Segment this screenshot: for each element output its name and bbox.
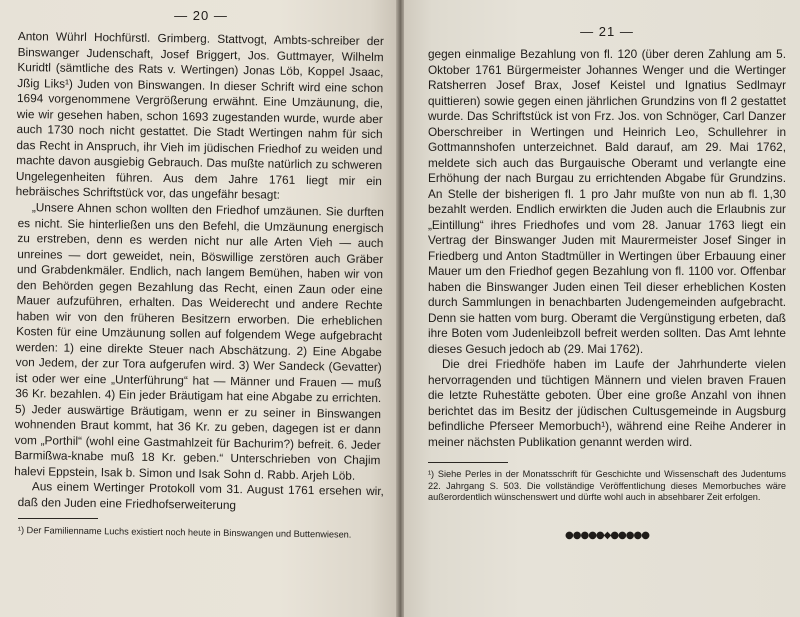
left-footnote: ¹) Der Familienname Luchs existiert noch heute in Binswangen und Buttenwiesen. — [17, 524, 352, 540]
right-page — [404, 0, 800, 617]
right-footnote: ¹) Siehe Perles in der Monatsschrift für Geschichte und Wissenschaft des Judentums 22. Jahrgang S. 503. Die vollständige Veröffentlichung dieses Memorbuches wäre außerordentlich wünschenswert und dürfte wohl auch in absehbarer Zeit erfolgen. — [428, 469, 786, 502]
page-number-left: — 20 — — [174, 8, 228, 23]
footnote-rule-right — [428, 462, 508, 463]
footnote-rule-left — [18, 518, 98, 519]
left-paragraph-1: Anton Wührl Hochfürstl. Grimberg. Stattvogt, Ambts-schreiber der Binswanger Judenschaft, Josef Briggert, Jos. Guttmayer, Wilhelm Kuridtl (sämtliche des Rats v. Wertingen) Jonas Löb, Koppel Jsaac, Jßig Liks¹) Juden von Binswangen. In dieser Schrift wird eine schon 1694 vorgenommene Vergrößerung erwähnt. Eine Umzäunung, die, wie wir gesehen haben, schon 1693 zugestanden wurde, wurde aber auch 1730 noch nicht gestattet. Die Stadt Wertingen nahm für sich das Recht in Anspruch, ihr Vieh im jüdischen Friedhof zu weiden und machte davon ausgiebig Gebrauch. Das mußte natürlich zu schweren Ungelegenheiten führen. Aus dem Jahre 1761 liegt mir ein hebräisches Schriftstück vor, das ungefähr besagt: — [15, 29, 384, 202]
right-paragraph-1: gegen einmalige Bezahlung von fl. 120 (über deren Zahlung am 5. Oktober 1761 Bürgermeister Johannes Wenger und die Wertinger Ratsherren Josef Brax, Josef Keistel und Ignatius Sedlmayr quittieren) sowie gegen einen jährlichen Grundzins von fl 2 gestattet wurde. Das Schriftstück ist von Frz. Jos. von Schnöger, Carl Danzer Oberschreiber in Wertingen und Heinrich Leo, Schullehrer in Gottmannshofen unterzeichnet. Bald darauf, am 29. Mai 1762, meldete sich auch das Burgauische Oberamt und verlangte eine Erhöhung der nach Burgau zu errichtenden Abgabe für Grundzins. An Stelle der bisherigen fl. 1 pro Jahr mußte von nun ab fl. 1,30 bezahlt werden. Endlich erwirkten die Juden auch die Erlaubnis zur „Eintillung“ ihres Friedhofes und vom 28. Januar 1763 liegt ein Vertrag der Binswanger Juden mit Maurermeister Josef Singer in Friedberg und Anton Stadtmüller in Wertingen über Erbauung einer Mauer um den Friedhof gegen Bezahlung von fl. 1100 vor. Offenbar haben die Binswanger Juden einen Teil dieser erheblichen Kosten durch Sammlungen in benachbarten Judengemeinden aufgebracht. Denn sie hatten vom burg. Oberamt die Vergünstigung erbeten, daß ihre Boten vom Judenleibzoll befreit werden sollten. Das Amt lehnte dieses Gesuch jedoch ab (29. Mai 1762). — [428, 47, 786, 356]
left-page — [0, 0, 398, 617]
right-paragraph-2: Die drei Friedhöfe haben im Laufe der Jahrhunderte vielen hervorragenden und tüchtigen Männern und vielen braven Frauen die letzte Ruhestätte geboten. Über eine große Anzahl von ihnen berichtet das im Besitz der jüdischen Cultusgemeinde in Augsburg befindliche Pferseer Memorbuch¹), während eine Reihe Anderer in meiner nächsten Publikation genannt werden wird. — [428, 357, 786, 449]
page-number-right: — 21 — — [580, 24, 634, 39]
left-paragraph-3: Aus einem Wertinger Protokoll vom 31. August 1761 ersehen wir, daß den Juden eine Friedhofserweiterung — [17, 478, 384, 512]
left-paragraph-2: „Unsere Ahnen schon wollten den Friedhof umzäunen. Sie durften es nicht. Sie hinterließen uns den Befehl, die Umzäunung energisch zu erstreben, denn es werden nicht nur alle Arten Vieh — auch unreines — dort geweidet, nein, Böswillige zerstören auch Gräber und Grabdenkmäler. Endlich, nach langem Bemühen, haben wir von den Behörden gegen Bezahlung das Recht, einen Zaun oder eine Mauer aufzuführen, erhalten. Das Weiderecht und andere Rechte haben wir von den früheren Besitzern erworben. Die erheblichen Kosten für eine Umzäunung sollen auf folgendem Wege aufgebracht werden: 1) eine direkte Steuer nach Abschätzung. 2) Eine Abgabe von Jedem, der zur Tora aufgerufen wird. 3) Wer Sandeck (Gevatter) ist oder wer eine „Unterführung“ hat — Männer und Frauen — muß 36 Kr. bezahlen. 4) Ein jeder Bräutigam hat eine Abgabe zu errichten. 5) Jeder auswärtige Bräutigam, wenn er zu seiner in Binswangen wohnenden Braut kommt, hat 36 Kr. zu geben, dagegen ist er dann vom „Porthil“ (wohl eine Gastmahlzeit für Bachurim?) befreit. 6. Jeder Barmißwa-knabe muß 18 Kr. geben.“ Unterschrieben von Chajim halevi Eppstein, Isak b. Simon und Isak Sohn d. Rabb. Arjeh Löb. — [14, 199, 384, 482]
ornament-divider-icon: ●●●●●◆●●●●● — [565, 529, 649, 541]
